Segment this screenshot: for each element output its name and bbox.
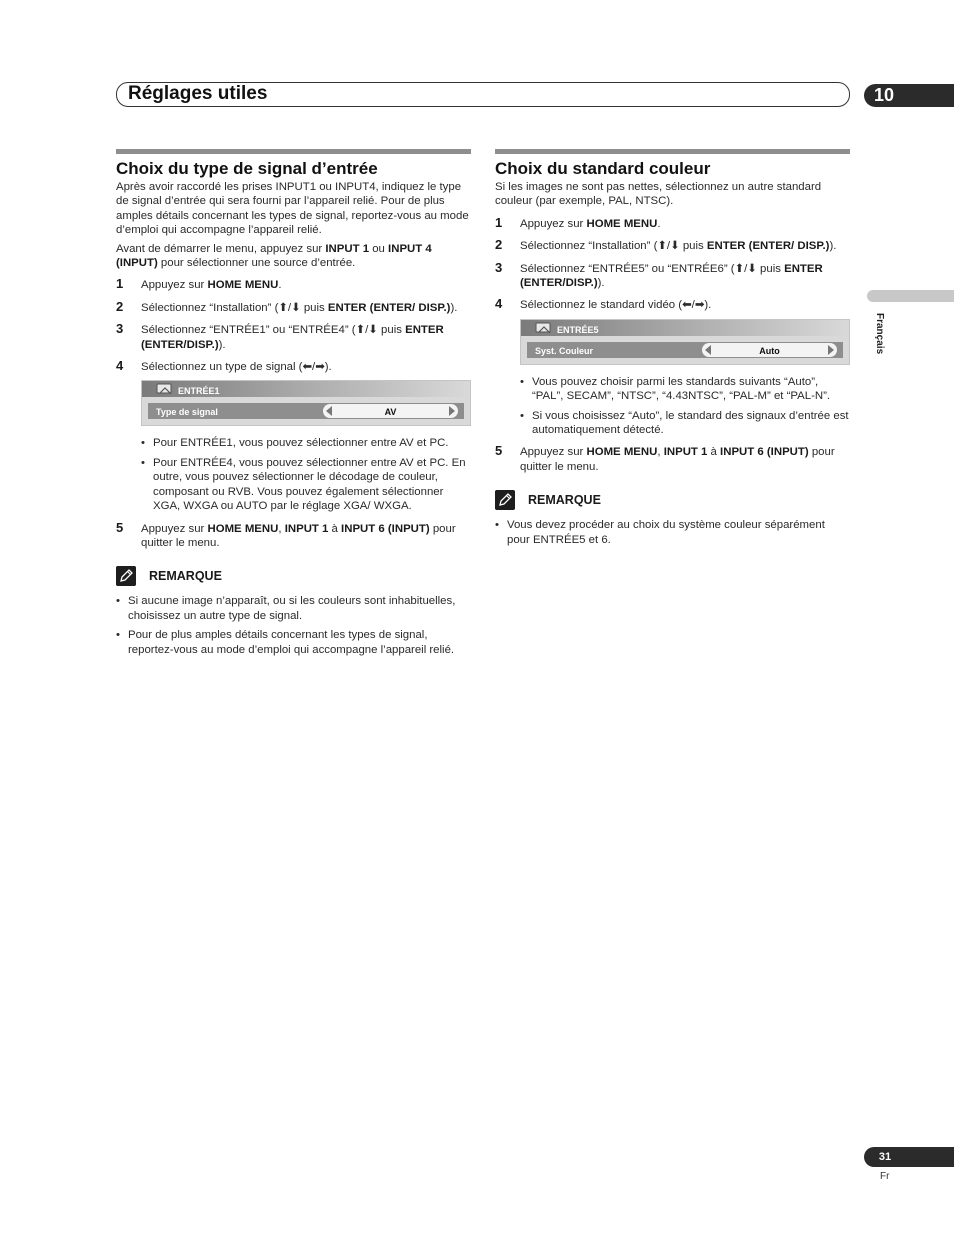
- osd-row-signal-type: [148, 403, 464, 419]
- step-number: 1: [495, 214, 503, 230]
- language-tab: [867, 290, 954, 302]
- input-icon: [156, 382, 174, 396]
- info-bullets: [116, 436, 471, 513]
- step-4: 4 Sélectionnez le standard vidéo (⬅/➡).: [495, 296, 712, 312]
- up-down-arrow-icon: ⬆/⬇: [355, 324, 378, 337]
- osd-row-label: Syst. Couleur: [535, 345, 594, 356]
- section-color-standard: [495, 149, 850, 552]
- page-title: Réglages utiles: [128, 83, 268, 104]
- left-right-arrow-icon: ⬅/➡: [302, 361, 325, 374]
- step-number: 4: [495, 296, 503, 312]
- osd-menu-entree1: [141, 380, 471, 426]
- step-3: 3 Sélectionnez “ENTRÉE5” ou “ENTRÉE6” (⬆/⬇ puis ENTER (ENTER/DISP.)).: [495, 259, 823, 290]
- note-label: REMARQUE: [528, 493, 601, 508]
- step-number: 4: [116, 358, 124, 374]
- intro-paragraph: Après avoir raccordé les prises INPUT1 ou INPUT4, indiquez le type de signal d’entrée qui sera fourni par l’appareil relié. Pour de plus amples détails concernant les types de signal, reportez-vous au mode d’emploi qui accompagne l’appareil relié.: [116, 181, 469, 237]
- note-list: [116, 594, 471, 657]
- osd-menu-entree5: [520, 319, 850, 365]
- up-down-arrow-icon: ⬆/⬇: [278, 301, 301, 314]
- list-item: • Si aucune image n’apparaît, ou si les couleurs sont inhabituelles, choisissez un autre type de signal.: [116, 594, 471, 623]
- note-pencil-icon: [116, 566, 136, 586]
- selector-value: AV: [384, 407, 397, 418]
- section-title: Choix du standard couleur: [495, 159, 711, 178]
- step-2: 2 Sélectionnez “Installation” (⬆/⬇ puis ENTER (ENTER/ DISP.)).: [495, 237, 837, 253]
- step-1: 1 Appuyez sur HOME MENU.: [495, 214, 661, 230]
- chapter-number: 10: [873, 85, 895, 105]
- step-number: 3: [495, 259, 503, 275]
- signal-type-selector: [323, 404, 458, 418]
- info-bullets: [495, 375, 850, 438]
- page-language-code: Fr: [880, 1171, 890, 1182]
- osd-row-color-system: [527, 342, 843, 358]
- osd-title: ENTRÉE1: [178, 386, 220, 397]
- section-title: Choix du type de signal d’entrée: [116, 159, 378, 178]
- list-item: • Vous devez procéder au choix du système couleur séparément pour ENTRÉE5 et 6.: [495, 518, 850, 547]
- step-5: 5 Appuyez sur HOME MENU, INPUT 1 à INPUT 6 (INPUT) pour quitter le menu.: [116, 519, 456, 549]
- selector-value: Auto: [759, 345, 780, 356]
- note-header: [116, 566, 471, 586]
- step-number: 2: [495, 237, 503, 253]
- step-4: 4 Sélectionnez un type de signal (⬅/➡).: [116, 358, 332, 374]
- note-list: [495, 518, 850, 547]
- section-rule: [116, 149, 471, 154]
- osd-row-label: Type de signal: [156, 407, 218, 418]
- list-item: • Pour de plus amples détails concernant les types de signal, reportez-vous au mode d’emploi qui accompagne l’appareil relié.: [116, 628, 471, 657]
- left-right-arrow-icon: ⬅/➡: [682, 299, 705, 312]
- step-number: 2: [116, 298, 124, 314]
- note-header: [495, 490, 850, 510]
- language-label: Français: [874, 313, 885, 355]
- step-3: 3 Sélectionnez “ENTRÉE1” ou “ENTRÉE4” (⬆/⬇ puis ENTER (ENTER/DISP.)).: [116, 321, 444, 351]
- up-down-arrow-icon: ⬆/⬇: [734, 262, 757, 275]
- arrow-right-icon: [449, 406, 455, 416]
- note-label: REMARQUE: [149, 569, 222, 584]
- section-rule: [495, 149, 850, 154]
- step-1: 1 Appuyez sur HOME MENU.: [116, 276, 282, 292]
- step-number: 1: [116, 276, 124, 292]
- step-number: 3: [116, 321, 124, 337]
- color-system-selector: [702, 343, 837, 357]
- intro-paragraph: Si les images ne sont pas nettes, sélectionnez un autre standard couleur (par exemple, PAL, NTSC).: [495, 181, 822, 208]
- osd-title: ENTRÉE5: [557, 324, 599, 335]
- step-2: 2 Sélectionnez “Installation” (⬆/⬇ puis ENTER (ENTER/ DISP.)).: [116, 298, 458, 314]
- step-number: 5: [116, 519, 124, 535]
- section-signal-type: [116, 149, 471, 662]
- arrow-right-icon: [828, 345, 834, 355]
- note-pencil-icon: [495, 490, 515, 510]
- step-number: 5: [495, 443, 503, 459]
- input-icon: [535, 321, 553, 335]
- step-5: 5 Appuyez sur HOME MENU, INPUT 1 à INPUT 6 (INPUT) pour quitter le menu.: [495, 443, 835, 473]
- list-item: • Vous pouvez choisir parmi les standards suivants “Auto”, “PAL”, SECAM”, “NTSC”, “4.43NTSC”, “PAL-M” et “PAL-N”.: [520, 375, 850, 404]
- list-item: • Pour ENTRÉE4, vous pouvez sélectionner entre AV et PC. En outre, vous pouvez sélectionner le décodage de couleur, composant ou RVB. Vous pouvez également sélectionner XGA, WXGA ou AUTO par le réglage XGA/ WXGA.: [141, 456, 471, 514]
- up-down-arrow-icon: ⬆/⬇: [657, 240, 680, 253]
- list-item: • Si vous choisissez “Auto”, le standard des signaux d’entrée est automatiquement détecté.: [520, 409, 850, 438]
- list-item: • Pour ENTRÉE1, vous pouvez sélectionner entre AV et PC.: [141, 436, 471, 450]
- page-number: 31: [878, 1151, 892, 1163]
- intro-paragraph-2: Avant de démarrer le menu, appuyez sur INPUT 1 ou INPUT 4 (INPUT) pour sélectionner une source d’entrée.: [116, 242, 432, 270]
